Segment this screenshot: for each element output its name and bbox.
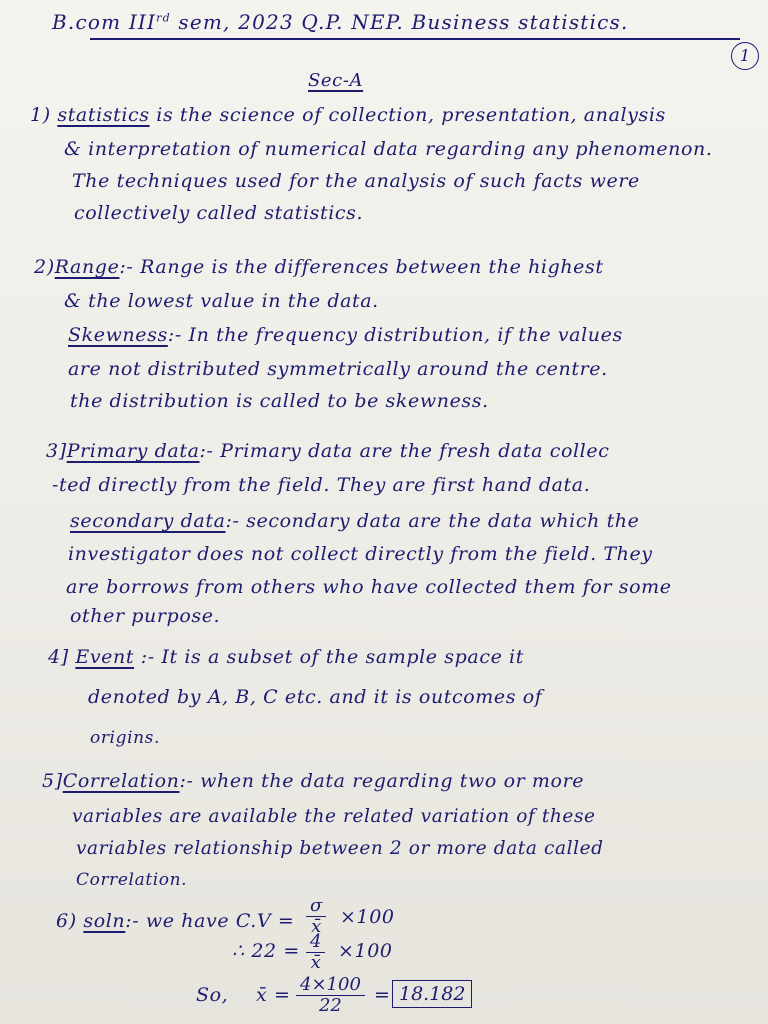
q1-line4: collectively called statistics. xyxy=(74,202,364,224)
q2-line1 xyxy=(34,256,604,278)
q3-line4: investigator does not collect directly from the field. They xyxy=(68,543,653,565)
q6-eq1-lhs: C.V = xyxy=(235,910,295,932)
q4-line1-text: :- It is a subset of the sample space it xyxy=(134,646,524,668)
q6-eq3-so: So, xyxy=(196,984,229,1006)
q5-line4: Correlation. xyxy=(76,870,188,890)
q4-term: Event xyxy=(75,646,135,668)
q3-number: 3] xyxy=(46,440,67,462)
q1-line1-text: is the science of collection, presentation, analysis xyxy=(149,104,666,126)
q2-skew-text1: :- In the frequency distribution, if the values xyxy=(167,324,623,346)
q3-primary-text1: :- Primary data are the fresh data collec xyxy=(199,440,610,462)
q6-intro: :- we have xyxy=(125,910,230,932)
q1-line3: The techniques used for the analysis of such facts were xyxy=(72,170,640,192)
q5-line3: variables relationship between 2 or more data called xyxy=(76,838,604,859)
q2-number: 2) xyxy=(34,256,55,278)
q3-secondary-term: secondary data xyxy=(70,510,226,532)
section-heading: Sec-A xyxy=(308,70,364,91)
q5-line2: variables are available the related variation of these xyxy=(72,806,596,827)
q3-line1 xyxy=(46,440,609,462)
q3-secondary-text1: :- secondary data are the data which the xyxy=(225,510,640,532)
q2-line5: the distribution is called to be skewness. xyxy=(70,390,489,412)
q4-line2: denoted by A, B, C etc. and it is outcomes of xyxy=(88,686,543,708)
q4-number: 4] xyxy=(48,646,69,668)
q2-skew-term: Skewness xyxy=(68,324,168,346)
q5-term: Correlation xyxy=(62,770,180,792)
q6-answer-box: 18.182 xyxy=(392,980,472,1008)
q6-eq2-lhs: ∴ 22 = xyxy=(232,940,300,962)
q5-line1-text: :- when the data regarding two or more xyxy=(179,770,585,792)
q4-line3: origins. xyxy=(90,728,160,748)
q1-number: 1) xyxy=(30,104,51,126)
q6-eq1-numerator: σ xyxy=(306,896,326,917)
q2-range-text1: :- Range is the differences between the highest xyxy=(119,256,604,278)
q6-eq3-fraction xyxy=(296,975,365,1016)
q1-line1 xyxy=(30,104,666,126)
header-title-rest: sem, 2023 Q.P. NEP. Business statistics. xyxy=(170,10,629,34)
q6-eq3-lhs: x̄ = xyxy=(256,984,291,1006)
q2-line3 xyxy=(68,324,623,346)
q6-eq3-equals: = xyxy=(374,984,391,1006)
q6-number: 6) xyxy=(56,910,77,932)
header-title-main: B.com III xyxy=(52,10,157,34)
q6-soln: soln xyxy=(83,910,126,932)
q6-eq2-tail: ×100 xyxy=(338,940,393,962)
header-title-sup: rd xyxy=(156,11,171,25)
q6-line1 xyxy=(56,910,294,932)
q2-line4: are not distributed symmetrically around the centre. xyxy=(68,358,608,380)
q5-number: 5] xyxy=(42,770,63,792)
header-underline xyxy=(90,38,740,40)
header-title xyxy=(52,10,629,34)
q3-line3 xyxy=(70,510,639,532)
q3-line5: are borrows from others who have collected them for some xyxy=(66,576,672,598)
q2-line2: & the lowest value in the data. xyxy=(64,290,379,312)
q6-eq3-denominator: 22 xyxy=(318,995,342,1016)
page-number: 1 xyxy=(731,42,759,70)
q3-primary-term: Primary data xyxy=(66,440,200,462)
q5-line1 xyxy=(42,770,584,792)
q2-range-term: Range xyxy=(54,256,120,278)
q3-line6: other purpose. xyxy=(70,605,221,627)
q6-eq1-tail: ×100 xyxy=(340,906,395,928)
q6-eq2-fraction xyxy=(306,932,325,973)
q3-line2: -ted directly from the field. They are first hand data. xyxy=(52,474,591,496)
q1-line2: & interpretation of numerical data regarding any phenomenon. xyxy=(64,138,713,160)
q4-line1 xyxy=(48,646,524,668)
q1-term: statistics xyxy=(57,104,150,126)
q6-eq2-denominator: x̄ xyxy=(310,952,321,973)
q6-eq3-numerator: 4×100 xyxy=(296,975,365,996)
q6-eq2-numerator: 4 xyxy=(306,932,325,953)
q6-eq1-denominator: x̄ xyxy=(311,916,322,937)
